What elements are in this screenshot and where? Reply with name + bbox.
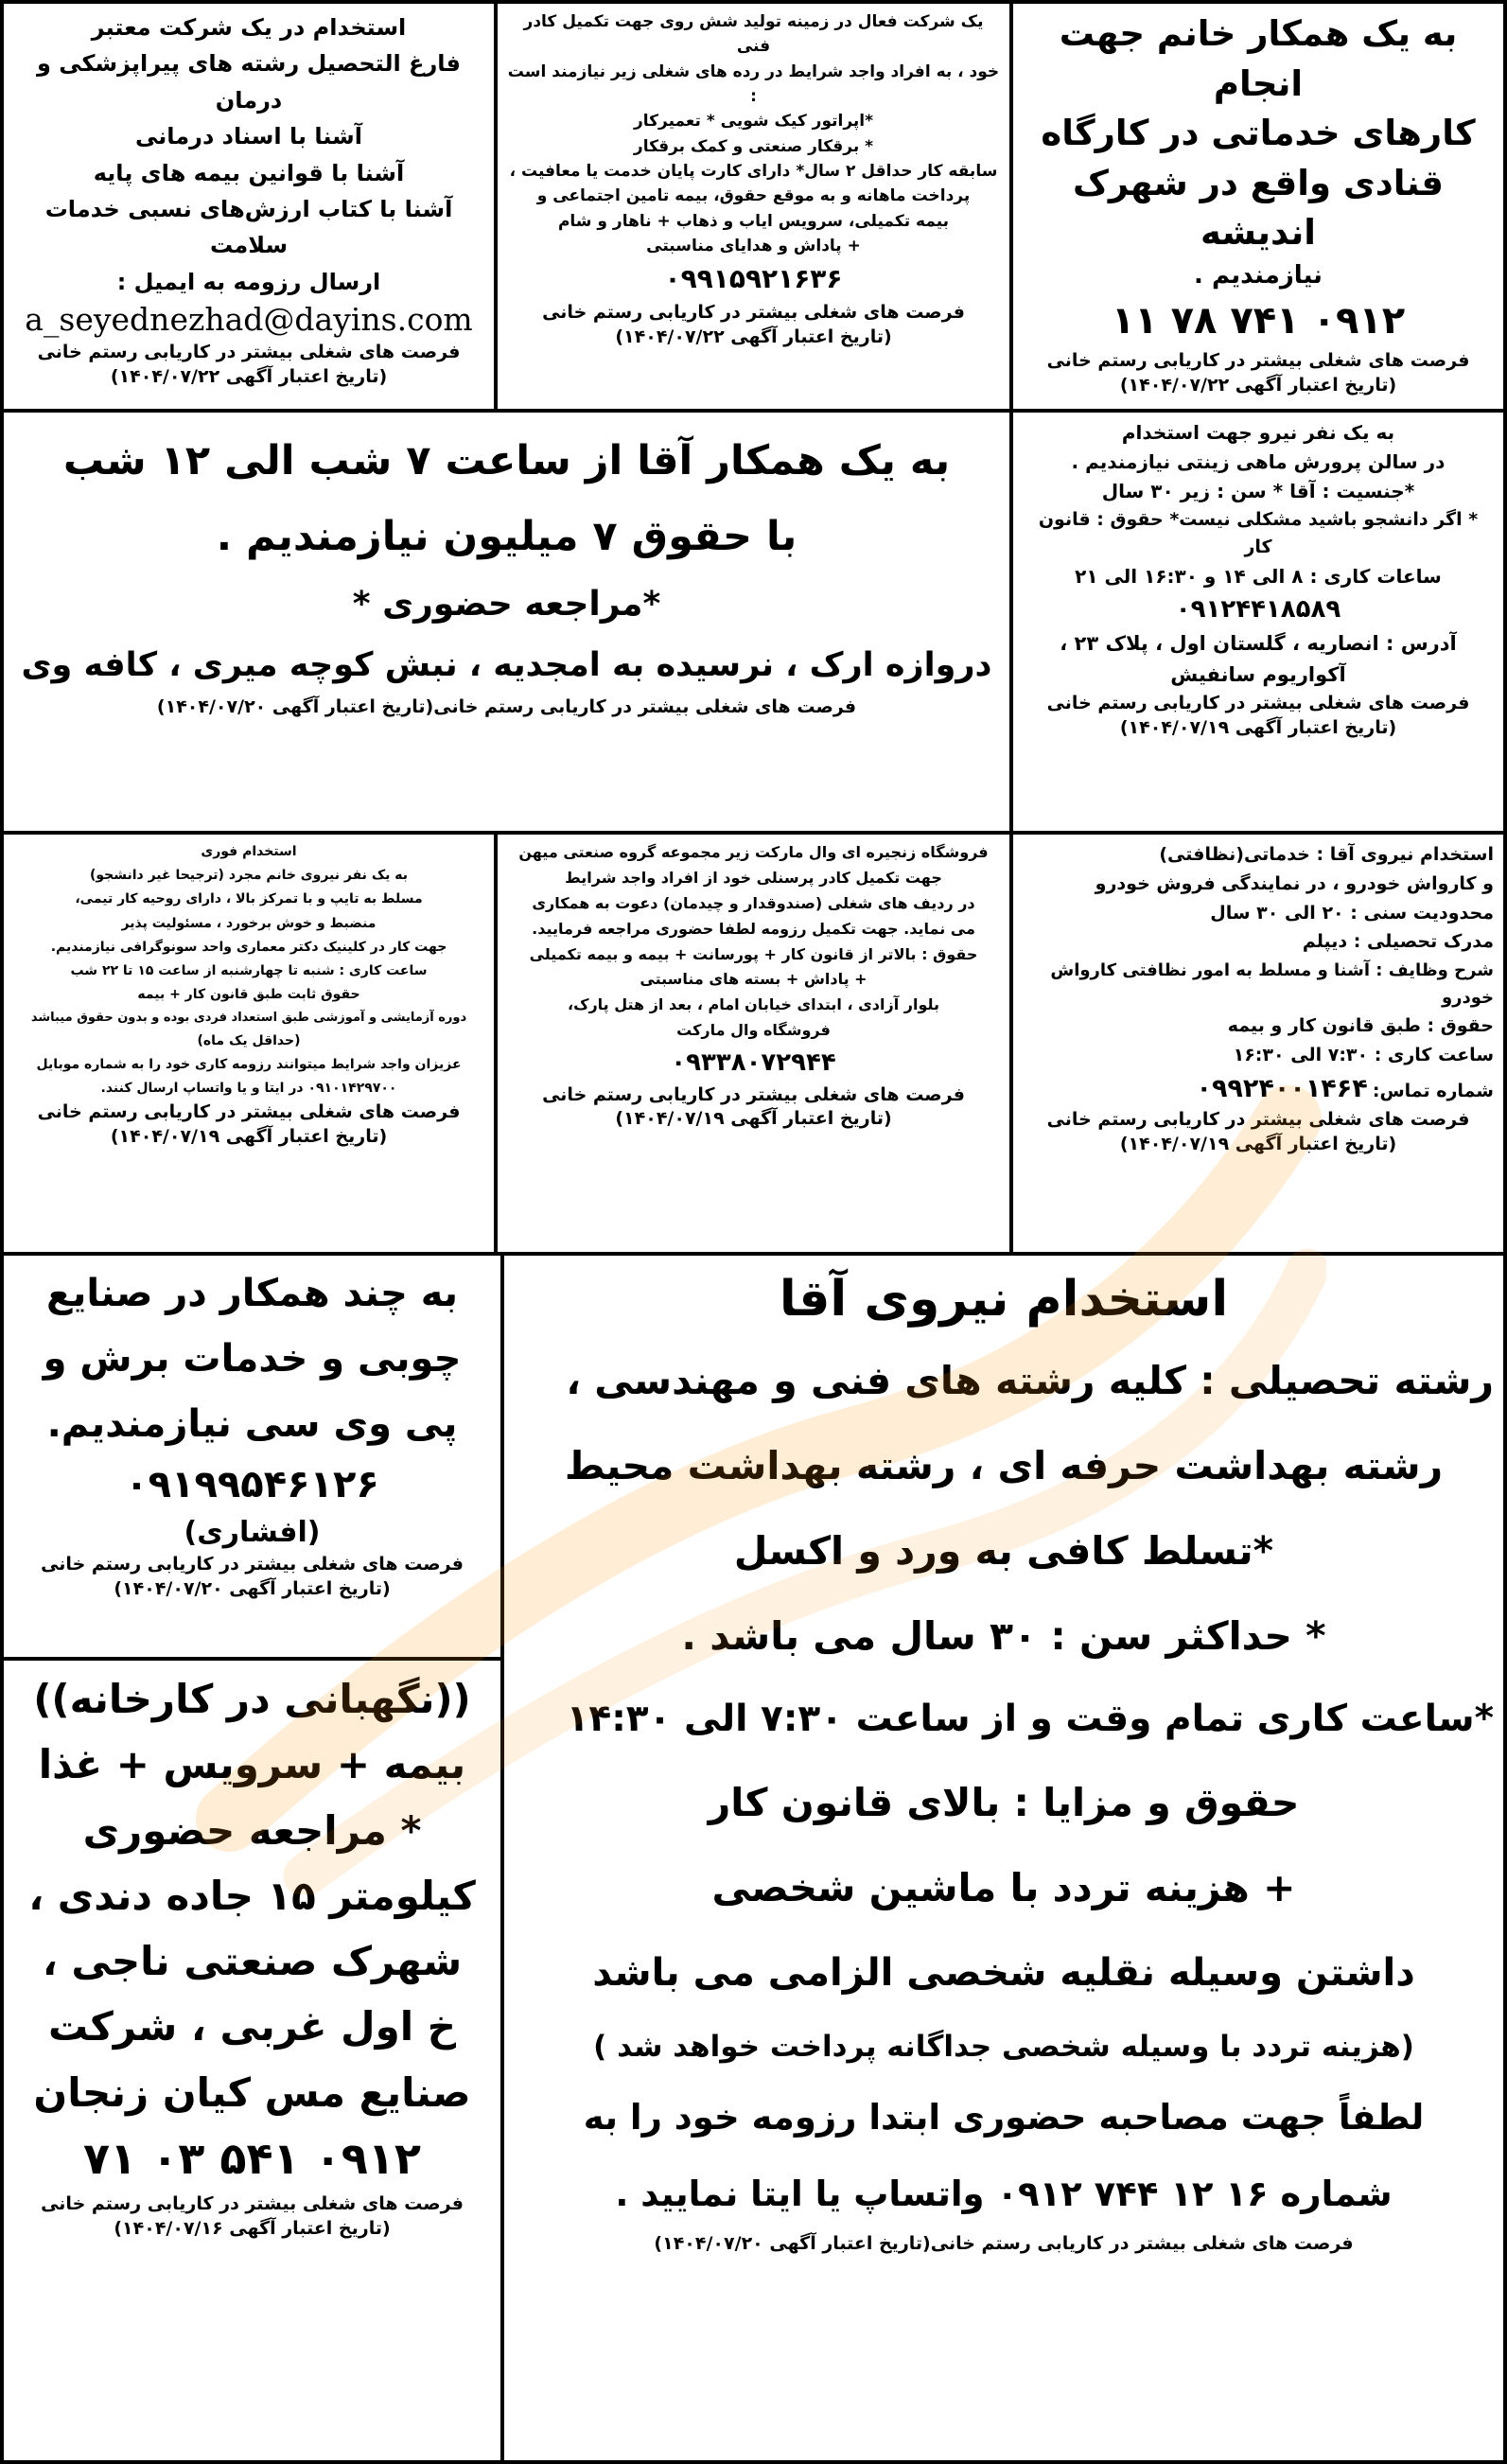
ad-line: رشته تحصیلی : کلیه رشته های فنی و مهندسی ، [566, 1357, 1494, 1403]
ad-line: آشنا با کتاب ارزش‌های نسبی خدمات سلامت [44, 195, 453, 259]
ad-line: منضبط و خوش برخورد ، مسئولیت پذیر [121, 915, 377, 931]
ad-line: *مراجعه حضوری * [352, 585, 661, 625]
phone-number: ۰۹۱۲ ۵۴۱ ۰۳ ۷۱ [83, 2133, 421, 2185]
ad-footer: فرصت های شغلی بیشتر در کاریابی رستم خانی [542, 302, 965, 324]
ad-car-wash [1011, 833, 1505, 1254]
ad-footer: فرصت های شغلی بیشتر در کاریابی رستم خانی(تاریخ اعتبار آگهی ۱۴۰۴/۰۷/۲۰) [156, 695, 857, 717]
ad-footer: فرصت های شغلی بیشتر در کاریابی رستم خانی [1046, 693, 1470, 714]
phone-number: ۰۹۱۲۴۴۱۸۵۸۹ [1175, 594, 1341, 624]
ad-line: به یک همکار آقا از ساعت ۷ شب الی ۱۲ شب [62, 437, 951, 484]
ad-line: در سالن پرورش ماهی زینتی نیازمندیم . [1071, 450, 1446, 473]
ad-line: قنادی واقع در شهرک اندیشه [1073, 162, 1444, 254]
ad-line: * مراجعه حضوری [82, 1806, 422, 1854]
phone-label: شماره تماس: [1372, 1080, 1494, 1101]
ad-line: استخدام نیروی آقا : خدماتی(نظافتی) [1159, 844, 1494, 865]
ad-validity: (تاریخ اعتبار آگهی ۱۴۰۴/۰۷/۲۲) [1119, 374, 1397, 396]
ad-line: حقوق : طبق قانون کار و بیمه [1227, 1015, 1494, 1037]
ad-line: مدرک تحصیلی : دیپلم [1302, 931, 1494, 953]
ad-line: ساعت کاری : شنبه تا چهارشنبه از ساعت ۱۵ تا ۲۲ شب [70, 962, 428, 978]
ad-footer: فرصت های شغلی بیشتر در کاریابی رستم خانی [1046, 350, 1470, 372]
ad-line: فروشگاه زنجیره ای وال مارکت زیر مجموعه گروه صنعتی میهن [518, 843, 989, 861]
phone-row [1023, 1070, 1494, 1109]
ad-validity: (تاریخ اعتبار آگهی ۱۴۰۴/۰۷/۱۹) [615, 1108, 892, 1130]
ad-line: به یک همکار خانم جهت انجام [1059, 13, 1458, 104]
ad-line: چوبی و خدمات برش و [43, 1336, 462, 1381]
ad-line: حقوق ثابت طبق قانون کار + بیمه [137, 987, 360, 1003]
ad-line: فروشگاه وال مارکت [676, 1021, 831, 1040]
ad-line: حقوق : بالاتر از قانون کار + پورسانت + بیمه و بیمه تکمیلی [529, 944, 978, 963]
ad-line: به چند همکار در صنایع [46, 1272, 458, 1315]
ad-wall-market [496, 833, 1011, 1254]
ad-line: و کارواش خودرو ، در نمایندگی فروش خودرو [1095, 872, 1494, 894]
ad-line: مسلط به تایپ و با تمرکز بالا ، دارای روحیه کار تیمی، [75, 891, 423, 907]
phone-number: ۰۹۳۳۸۰۷۲۹۴۴ [671, 1048, 836, 1077]
ad-technical-engineer [502, 1254, 1505, 2462]
ad-validity: (تاریخ اعتبار آگهی ۱۴۰۴/۰۷/۱۹) [1119, 1134, 1397, 1155]
ad-line: پرداخت ماهانه و به موقع حقوق، بیمه تامین اجتماعی و [536, 186, 971, 206]
ad-line: رشته بهداشت حرفه ای ، رشته بهداشت محیط [564, 1442, 1444, 1488]
ad-line: خ اول غربی ، شرکت [47, 2003, 457, 2050]
ad-line: شرح وظایف : آشنا و مسلط به امور نظافتی کارواش خودرو [1050, 960, 1494, 1009]
ad-footer: فرصت های شغلی بیشتر در کاریابی رستم خانی [41, 2193, 464, 2215]
ad-technical-staff [496, 2, 1011, 411]
ad-line: حقوق و مزایا : بالای قانون کار [708, 1780, 1300, 1826]
ad-line: آشنا با قوانین بیمه های پایه [93, 159, 405, 186]
ad-line: (هزینه تردد با وسیله شخصی جداگانه پرداخت خواهد شد ) [593, 2029, 1414, 2064]
ad-address: آکواریوم سانفیش [1170, 663, 1346, 687]
ad-line: ساعت کاری : ۷:۳۰ الی ۱۶:۳۰ [1233, 1045, 1494, 1066]
ad-line: بیمه تکمیلی، سرویس ایاب و ذهاب + ناهار و شام [557, 211, 950, 231]
ad-pastry-workshop [1011, 2, 1505, 411]
ad-line: ((نگهبانی در کارخانه)) [33, 1676, 471, 1722]
ad-line: به یک نفر نیروی خانم مجرد (ترجیحا غیر دانشجو) [89, 868, 409, 884]
ad-title: استخدام نیروی آقا [779, 1271, 1229, 1328]
ad-medical-insurance [2, 2, 496, 411]
ad-line: خود ، به افراد واجد شرایط در رده های شغلی زیر نیازمند است : [507, 62, 1000, 107]
ad-line: سابقه کار حداقل ۲ سال* دارای کارت پایان خدمت یا معافیت ، [509, 162, 998, 182]
ad-line: شماره ۱۶ ۱۲ ۷۴۴ ۰۹۱۲ واتساپ یا ایتا نمایید . [615, 2174, 1393, 2215]
ad-line: *جنسیت : آقا * سن : زیر ۳۰ سال [1101, 480, 1415, 502]
email-address: a_seyednezhad@dayins.com [25, 301, 473, 339]
ad-wood-industry [2, 1254, 502, 1659]
ad-line: جهت کار در کلینیک دکتر معماری واحد سونوگرافی نیازمندیم. [50, 939, 447, 955]
ad-line: * برقکار صنعتی و کمک برقکار [633, 136, 874, 156]
ad-footer: فرصت های شغلی بیشتر در کاریابی رستم خانی(تاریخ اعتبار آگهی ۱۴۰۴/۰۷/۲۰) [654, 2233, 1354, 2255]
ad-footer: فرصت های شغلی بیشتر در کاریابی رستم خانی [1046, 1109, 1470, 1131]
ad-line: * اگر دانشجو باشید مشکلی نیست* حقوق : قانون کار [1038, 509, 1479, 558]
ad-line: استخدام در یک شرکت معتبر [91, 14, 407, 41]
ad-line: نیازمندیم . [1194, 260, 1323, 290]
ad-line: داشتن وسیله نقلیه شخصی الزامی می باشد [592, 1950, 1415, 1995]
ad-line: به یک نفر نیرو جهت استخدام [1121, 421, 1395, 444]
ad-line: دوره آزمایشی و آموزشی طبق استعداد فردی بوده و بدون حقوق میباشد [30, 1011, 467, 1026]
ad-line: کیلومتر ۱۵ جاده دندی ، [28, 1872, 476, 1919]
phone-number: ۰۹۹۱۵۹۲۱۶۳۶ [664, 263, 843, 295]
ad-line: آشنا با اسناد درمانی [135, 123, 362, 150]
ad-line: با حقوق ۷ میلیون نیازمندیم . [216, 512, 797, 560]
ad-line: می نماید. جهت تکمیل رزومه لطفا حضوری مراجعه فرمایید. [532, 919, 975, 938]
contact-name: (افشاری) [184, 1516, 321, 1550]
ad-line: صنایع مس کیان زنجان [33, 2068, 471, 2116]
ad-footer: فرصت های شغلی بیشتر در کاریابی رستم خانی [37, 1101, 461, 1123]
ad-validity: (تاریخ اعتبار آگهی ۱۴۰۴/۰۷/۱۹) [110, 1125, 388, 1147]
ad-sonography-clinic [2, 833, 496, 1254]
ad-line: بلوار آزادی ، ابتدای خیابان امام ، بعد از هتل پارک، [567, 995, 940, 1014]
ad-cafe-night-shift [2, 411, 1011, 833]
phone-number: ۰۹۹۲۴۰۰۱۴۶۴ [1196, 1073, 1368, 1103]
ad-line: لطفاً جهت مصاحبه حضوری ابتدا رزومه خود را به [583, 2096, 1425, 2138]
ad-line: شهرک صنعتی ناجی ، [42, 1938, 463, 1985]
ad-line: + پاداش + بسته های مناسبتی [640, 970, 867, 989]
ad-aquarium-salon [1011, 411, 1505, 833]
phone-number: ۰۹۱۹۹۵۴۶۱۲۶ [125, 1463, 379, 1507]
ad-line: ارسال رزومه به ایمیل : [116, 268, 381, 295]
ad-line: *اپراتور کیک شویی * تعمیرکار [633, 112, 874, 132]
ad-line: ساعات کاری : ۸ الی ۱۴ و ۱۶:۳۰ الی ۲۱ [1075, 564, 1442, 588]
ad-validity: (تاریخ اعتبار آگهی ۱۴۰۴/۰۷/۱۶) [114, 2218, 391, 2240]
ad-validity: (تاریخ اعتبار آگهی ۱۴۰۴/۰۷/۲۰) [114, 1578, 391, 1600]
ad-line: استخدام فوری [201, 844, 297, 859]
ad-line: پی وی سی نیازمندیم. [46, 1401, 458, 1446]
ad-validity: (تاریخ اعتبار آگهی ۱۴۰۴/۰۷/۱۹) [1119, 716, 1397, 738]
ad-line: + هزینه تردد با ماشین شخصی [711, 1865, 1296, 1911]
ad-line: *ساعت کاری تمام وقت و از ساعت ۷:۳۰ الی ۱۴:۳۰ [566, 1698, 1494, 1741]
ad-line: در ردیف های شغلی (صندوقدار و چیدمان) دعوت به همکاری [532, 893, 975, 912]
ad-factory-guard [2, 1659, 502, 2462]
ad-line: + پاداش و هدایای مناسبتی [646, 237, 861, 256]
ad-line: یک شرکت فعال در زمینه تولید شش روی جهت تکمیل کادر فنی [523, 12, 984, 57]
ad-line: ۰۹۱۰۱۴۲۹۷۰۰ در ایتا و یا واتساپ ارسال کنند. [100, 1081, 397, 1097]
phone-number: ۰۹۱۲ ۷۴۱ ۷۸ ۱۱ [1111, 299, 1406, 343]
ad-line: محدودیت سنی : ۲۰ الی ۳۰ سال [1210, 902, 1494, 924]
ad-line: *تسلط کافی به ورد و اکسل [733, 1527, 1274, 1574]
ad-line: * حداکثر سن : ۳۰ سال می باشد . [681, 1613, 1326, 1660]
ad-footer: فرصت های شغلی بیشتر در کاریابی رستم خانی [41, 1554, 464, 1575]
ad-line: بیمه + سرویس + غذا [38, 1741, 466, 1788]
ad-address: آدرس : انصاریه ، گلستان اول ، پلاک ۲۳ ، [1060, 631, 1457, 655]
ad-line: جهت تکمیل کادر پرسنلی خود از افراد واجد شرایط [565, 868, 942, 887]
ad-validity: (تاریخ اعتبار آگهی ۱۴۰۴/۰۷/۲۲) [110, 365, 388, 387]
ad-validity: (تاریخ اعتبار آگهی ۱۴۰۴/۰۷/۲۲) [615, 326, 892, 347]
ad-line: دروازه ارک ، نرسیده به امجدیه ، نبش کوچه میری ، کافه وی [21, 645, 992, 684]
ad-line: کارهای خدماتی در کارگاه [1041, 113, 1476, 154]
ad-line: فارغ التحصیل رشته های پیراپزشکی و درمان [37, 50, 461, 114]
ad-footer: فرصت های شغلی بیشتر در کاریابی رستم خانی [37, 342, 461, 363]
ad-line: (حداقل یک ماه) [197, 1032, 301, 1048]
ad-line: عزیزان واجد شرایط میتوانند رزومه کاری خود را به شماره موبایل [36, 1056, 462, 1072]
ad-footer: فرصت های شغلی بیشتر در کاریابی رستم خانی [542, 1083, 965, 1105]
